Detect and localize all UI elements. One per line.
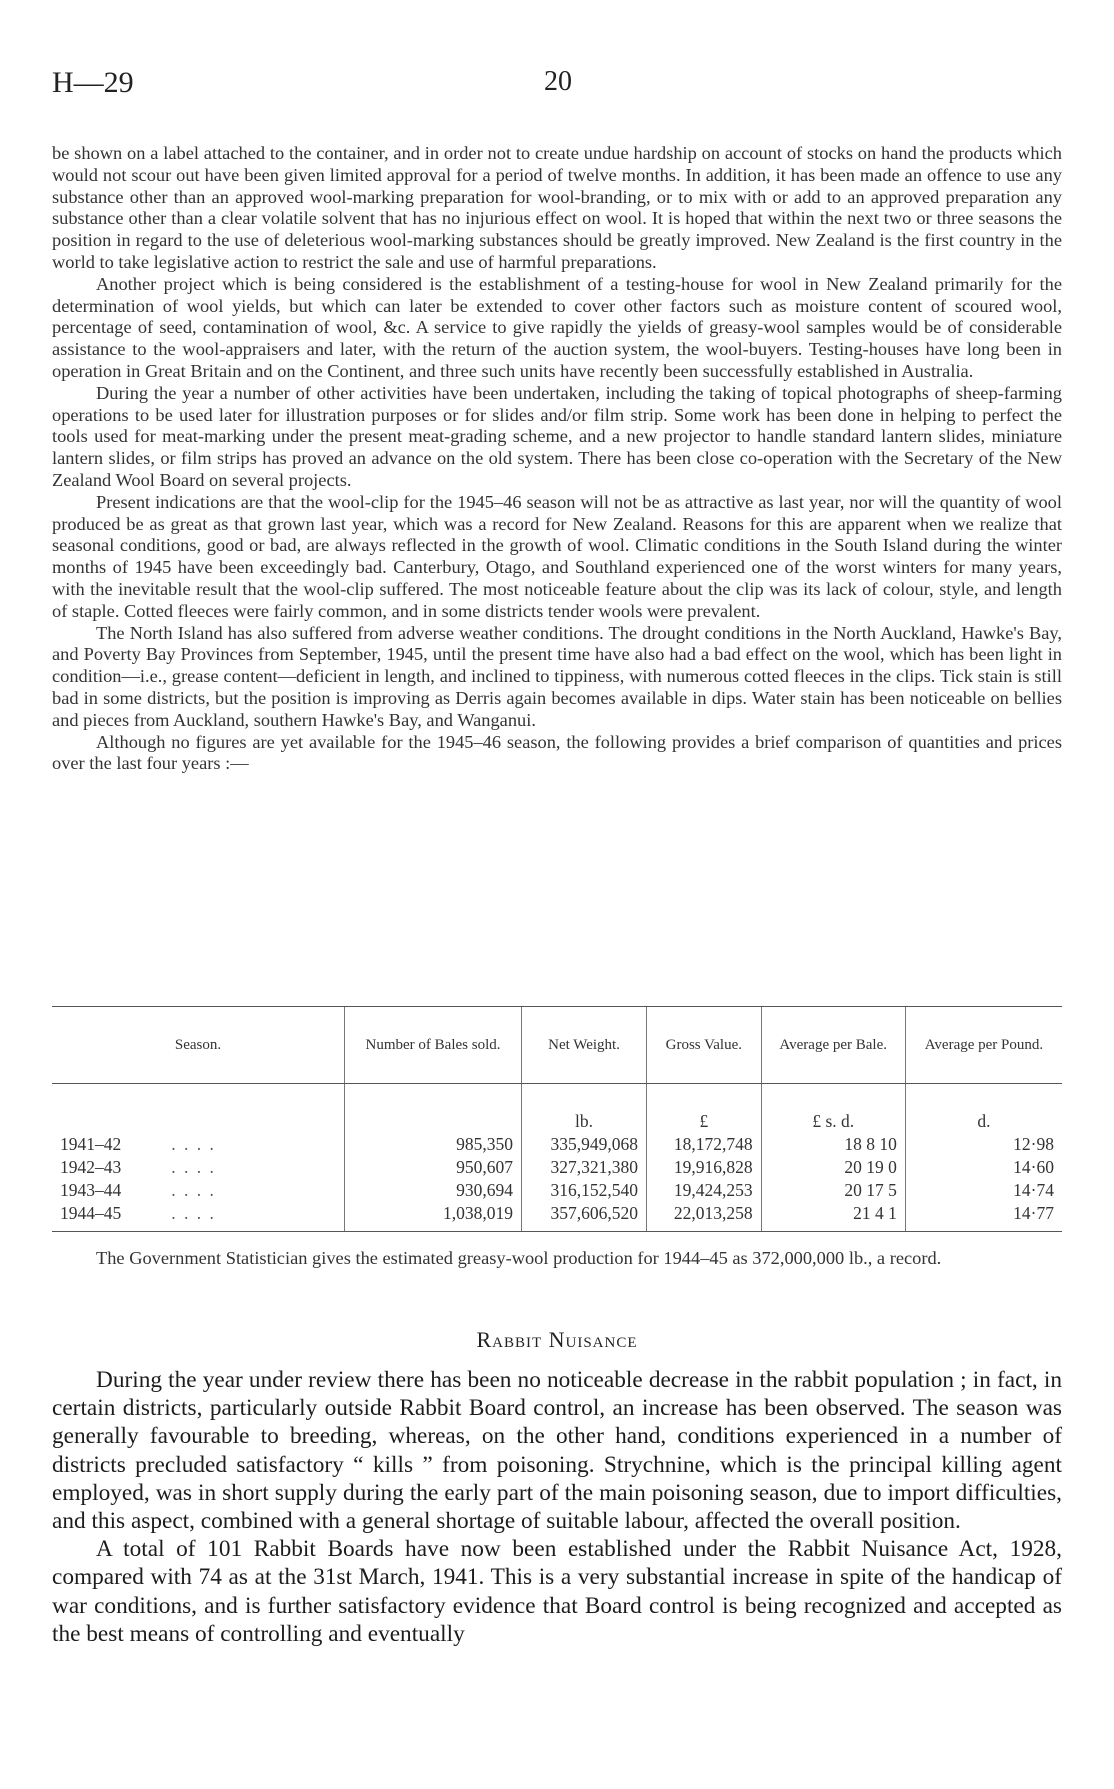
season-cell: 1941–42 . . . . [60,1134,216,1154]
table-row [52,1156,1062,1179]
unit-cell: lb. [522,1084,647,1134]
table-cell: 950,607 [345,1156,522,1179]
unit-cell: d. [905,1084,1062,1134]
paragraph: During the year under review there has been no noticeable decrease in the rabbit population ; in fact, in certain districts, particularly outside Rabbit Board control, an increase has been observed. The season was generally favourable to breeding, whereas, on the other hand, conditions experienced in a number of districts precluded satisfactory “ kills ” from poisoning. Strychnine, which is the principal killing agent employed, was in short supply during the early part of the main poisoning season, due to import difficulties, and this aspect, combined with a general shortage of suitable labour, affected the overall position. [52,1367,1062,1535]
unit-cell: £ s. d. [761,1084,905,1134]
paragraph: Another project which is being considered is the establishment of a testing-house for wool in New Zealand primarily for the determination of wool yields, but which can later be extended to cover other factors such as moisture content of scoured wool, percentage of seed, contamination of wool, &c. A service to give rapidly the yields of greasy-wool samples would be of considerable assistance to the wool-appraisers and later, with the return of the auction system, the wool-buyers. Testing-houses have long been in operation in Great Britain and on the Continent, and three such units have recently been successfully established in Australia. [52,273,1062,381]
section-heading: Rabbit Nuisance [476,1327,638,1352]
table-cell: 19,916,828 [647,1156,762,1179]
column-header: Net Weight. [522,1007,647,1084]
column-header: Season. [52,1007,345,1084]
column-header: Number of Bales sold. [345,1007,522,1084]
paragraph: The Government Statistician gives the estimated greasy-wool production for 1944–45 as 372,000,000 lb., a record. [96,1248,942,1268]
table-cell: 19,424,253 [647,1179,762,1202]
paragraph: Although no figures are yet available for the 1945–46 season, the following provides a brief comparison of quantities and prices over the last four years :— [52,731,1062,774]
table-cell: 316,152,540 [522,1179,647,1202]
document-reference: H—29 [52,66,134,99]
table-cell: 930,694 [345,1179,522,1202]
table-cell: 335,949,068 [522,1133,647,1156]
table-row [52,1202,1062,1232]
unit-cell [52,1084,345,1134]
table-cell: 22,013,258 [647,1202,762,1232]
paragraph: be shown on a label attached to the container, and in order not to create undue hardship on account of stocks on hand the products which would not scour out have been given limited approval for a period of twelve months. In addition, it has been made an offence to use any substance other than an approved wool-marking preparation for wool-branding, or to mix with or add to an approved preparation any substance other than a clear volatile solvent that has no injurious effect on wool. It is hoped that within the next two or three seasons the position in regard to the use of deleterious wool-marking substances should be greatly improved. New Zealand is the first country in the world to take legislative action to restrict the sale and use of harmful preparations. [52,143,1062,272]
season-cell: 1944–45 . . . . [52,1202,345,1232]
paragraph: During the year a number of other activities have been undertaken, including the taking of topical photographs of sheep-farming operations to be used later for illustration purposes or for slides and/or film strip. Some work has been done in helping to perfect the tools used for meat-marking under the present meat-grading scheme, and a new projector to handle standard lantern slides, miniature lantern slides, or film strips has proved an advance on the old system. There has been close co-operation with the Secretary of the New Zealand Wool Board on several projects. [52,382,1062,490]
page-number: 20 [544,66,572,97]
table-cell: 14·77 [905,1202,1062,1232]
column-header: Average per Bale. [761,1007,905,1084]
unit-cell: £ [647,1084,762,1134]
season-cell: 1942–43 . . . . [60,1157,216,1177]
table-cell: 14·74 [905,1179,1062,1202]
season-cell: 1943–44 . . . . [60,1180,216,1200]
page-header [52,66,1062,106]
body-text [52,143,1062,775]
column-header: Average per Pound. [905,1007,1062,1084]
table-cell: 14·60 [905,1156,1062,1179]
table-row [52,1179,1062,1202]
column-header: Gross Value. [647,1007,762,1084]
paragraph: Present indications are that the wool-clip for the 1945–46 season will not be as attractive as last year, nor will the quantity of wool produced be as great as that grown last year, which was a record for New Zealand. Reasons for this are apparent when we realize that seasonal conditions, good or bad, are always reflected in the growth of wool. Climatic conditions in the South Island during the winter months of 1945 have been exceedingly bad. Canterbury, Otago, and Southland experienced one of the worst winters for many years, with the inevitable result that the wool-clip suffered. The most noticeable feature about the clip was its lack of colour, style, and length of staple. Cotted fleeces were fairly common, and in some districts tender wools were prevalent. [52,491,1062,621]
unit-cell [345,1084,522,1134]
section-body [52,1366,1062,1648]
table-header-row [52,1007,1062,1084]
paragraph: A total of 101 Rabbit Boards have now been established under the Rabbit Nuisance Act, 1928, compared with 74 as at the 31st March, 1941. This is a very substantial increase in spite of the handicap of war conditions, and is further satisfactory evidence that Board control is being recognized and accepted as the best means of controlling and eventually [52,1536,1062,1647]
paragraph: The North Island has also suffered from adverse weather conditions. The drought conditions in the North Auckland, Hawke's Bay, and Poverty Bay Provinces from September, 1945, until the present time have also had a bad effect on the wool, which has been light in condition—i.e., grease content—deficient in length, and inclined to tippiness, with numerous cotted fleeces in the clips. Tick stain is still bad in some districts, but the position is improving as Derris again becomes available in dips. Water stain has been noticeable on bellies and pieces from Auckland, southern Hawke's Bay, and Wanganui. [52,622,1062,730]
table-cell: 327,321,380 [522,1156,647,1179]
table-cell: 20 17 5 [761,1179,905,1202]
statistician-note [52,1248,1062,1270]
table-row [52,1133,1062,1156]
wool-statistics-table [52,1006,1062,1232]
table-cell: 18,172,748 [647,1133,762,1156]
table-cell: 21 4 1 [761,1202,905,1232]
table-cell: 20 19 0 [761,1156,905,1179]
table-cell: 12·98 [905,1133,1062,1156]
table-cell: 985,350 [345,1133,522,1156]
table-cell: 1,038,019 [345,1202,522,1232]
table-cell: 357,606,520 [522,1202,647,1232]
units-row [52,1084,1062,1134]
table-cell: 18 8 10 [761,1133,905,1156]
